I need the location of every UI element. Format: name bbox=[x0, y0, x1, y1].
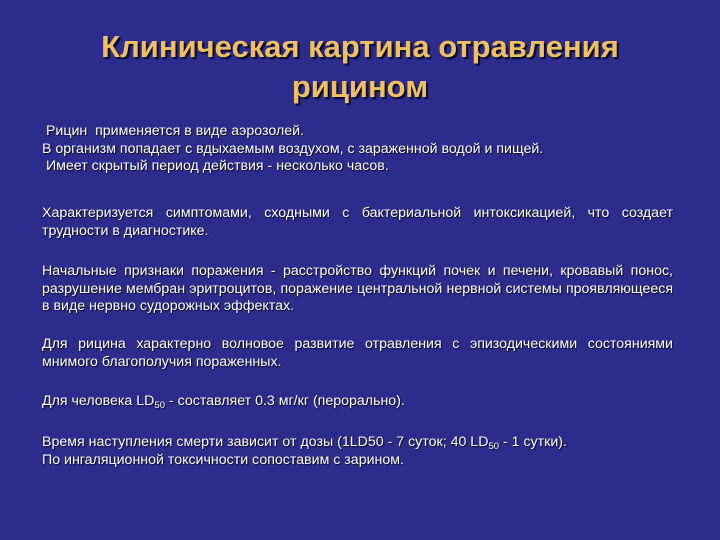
intro-line-1: Рицин применяется в виде аэрозолей. bbox=[42, 123, 304, 139]
ld-subscript: 50 bbox=[154, 400, 165, 411]
death-line-1 bbox=[42, 434, 673, 452]
title-line-1: Клиническая картина отравления bbox=[101, 29, 619, 64]
paragraph-symptoms: Характеризуется симптомами, сходными с бактериальной интоксикацией, что создает трудности в диагностике. bbox=[42, 205, 673, 239]
death-text-b: - 1 сутки). bbox=[499, 434, 567, 450]
death-line-2: По ингаляционной токсичности сопоставим с зарином. bbox=[42, 451, 404, 468]
slide-title bbox=[40, 27, 680, 107]
paragraph-wave-development: Для рицина характерно волновое развитие отравления с эпизодическими состояниями мнимого благополучия пораженных. bbox=[42, 336, 673, 370]
title-line-2: рицином bbox=[291, 69, 429, 104]
paragraph-ld50 bbox=[42, 393, 673, 411]
ld-prefix: Для человека LD bbox=[42, 393, 155, 409]
intro-block bbox=[42, 123, 673, 176]
ld-suffix: - составляет 0.3 мг/кг (перорально). bbox=[164, 393, 405, 409]
death-subscript: 50 bbox=[488, 441, 500, 452]
intro-line-2: В организм попадает с вдыхаемым воздухом, с зараженной водой и пищей. bbox=[42, 140, 544, 157]
paragraph-initial-signs: Начальные признаки поражения - расстройство функций почек и печени, кровавый понос, разрушение мембран эритроцитов, поражение центральной нервной системы проявляющееся в виде нервно судорожных эффектах. bbox=[42, 263, 673, 314]
intro-line-3: Имеет скрытый период действия - несколько часов. bbox=[42, 158, 389, 174]
paragraph-time-of-death bbox=[42, 434, 673, 469]
death-text-a: Время наступления смерти зависит от дозы (1LD50 - 7 суток; 40 LD bbox=[42, 434, 489, 450]
